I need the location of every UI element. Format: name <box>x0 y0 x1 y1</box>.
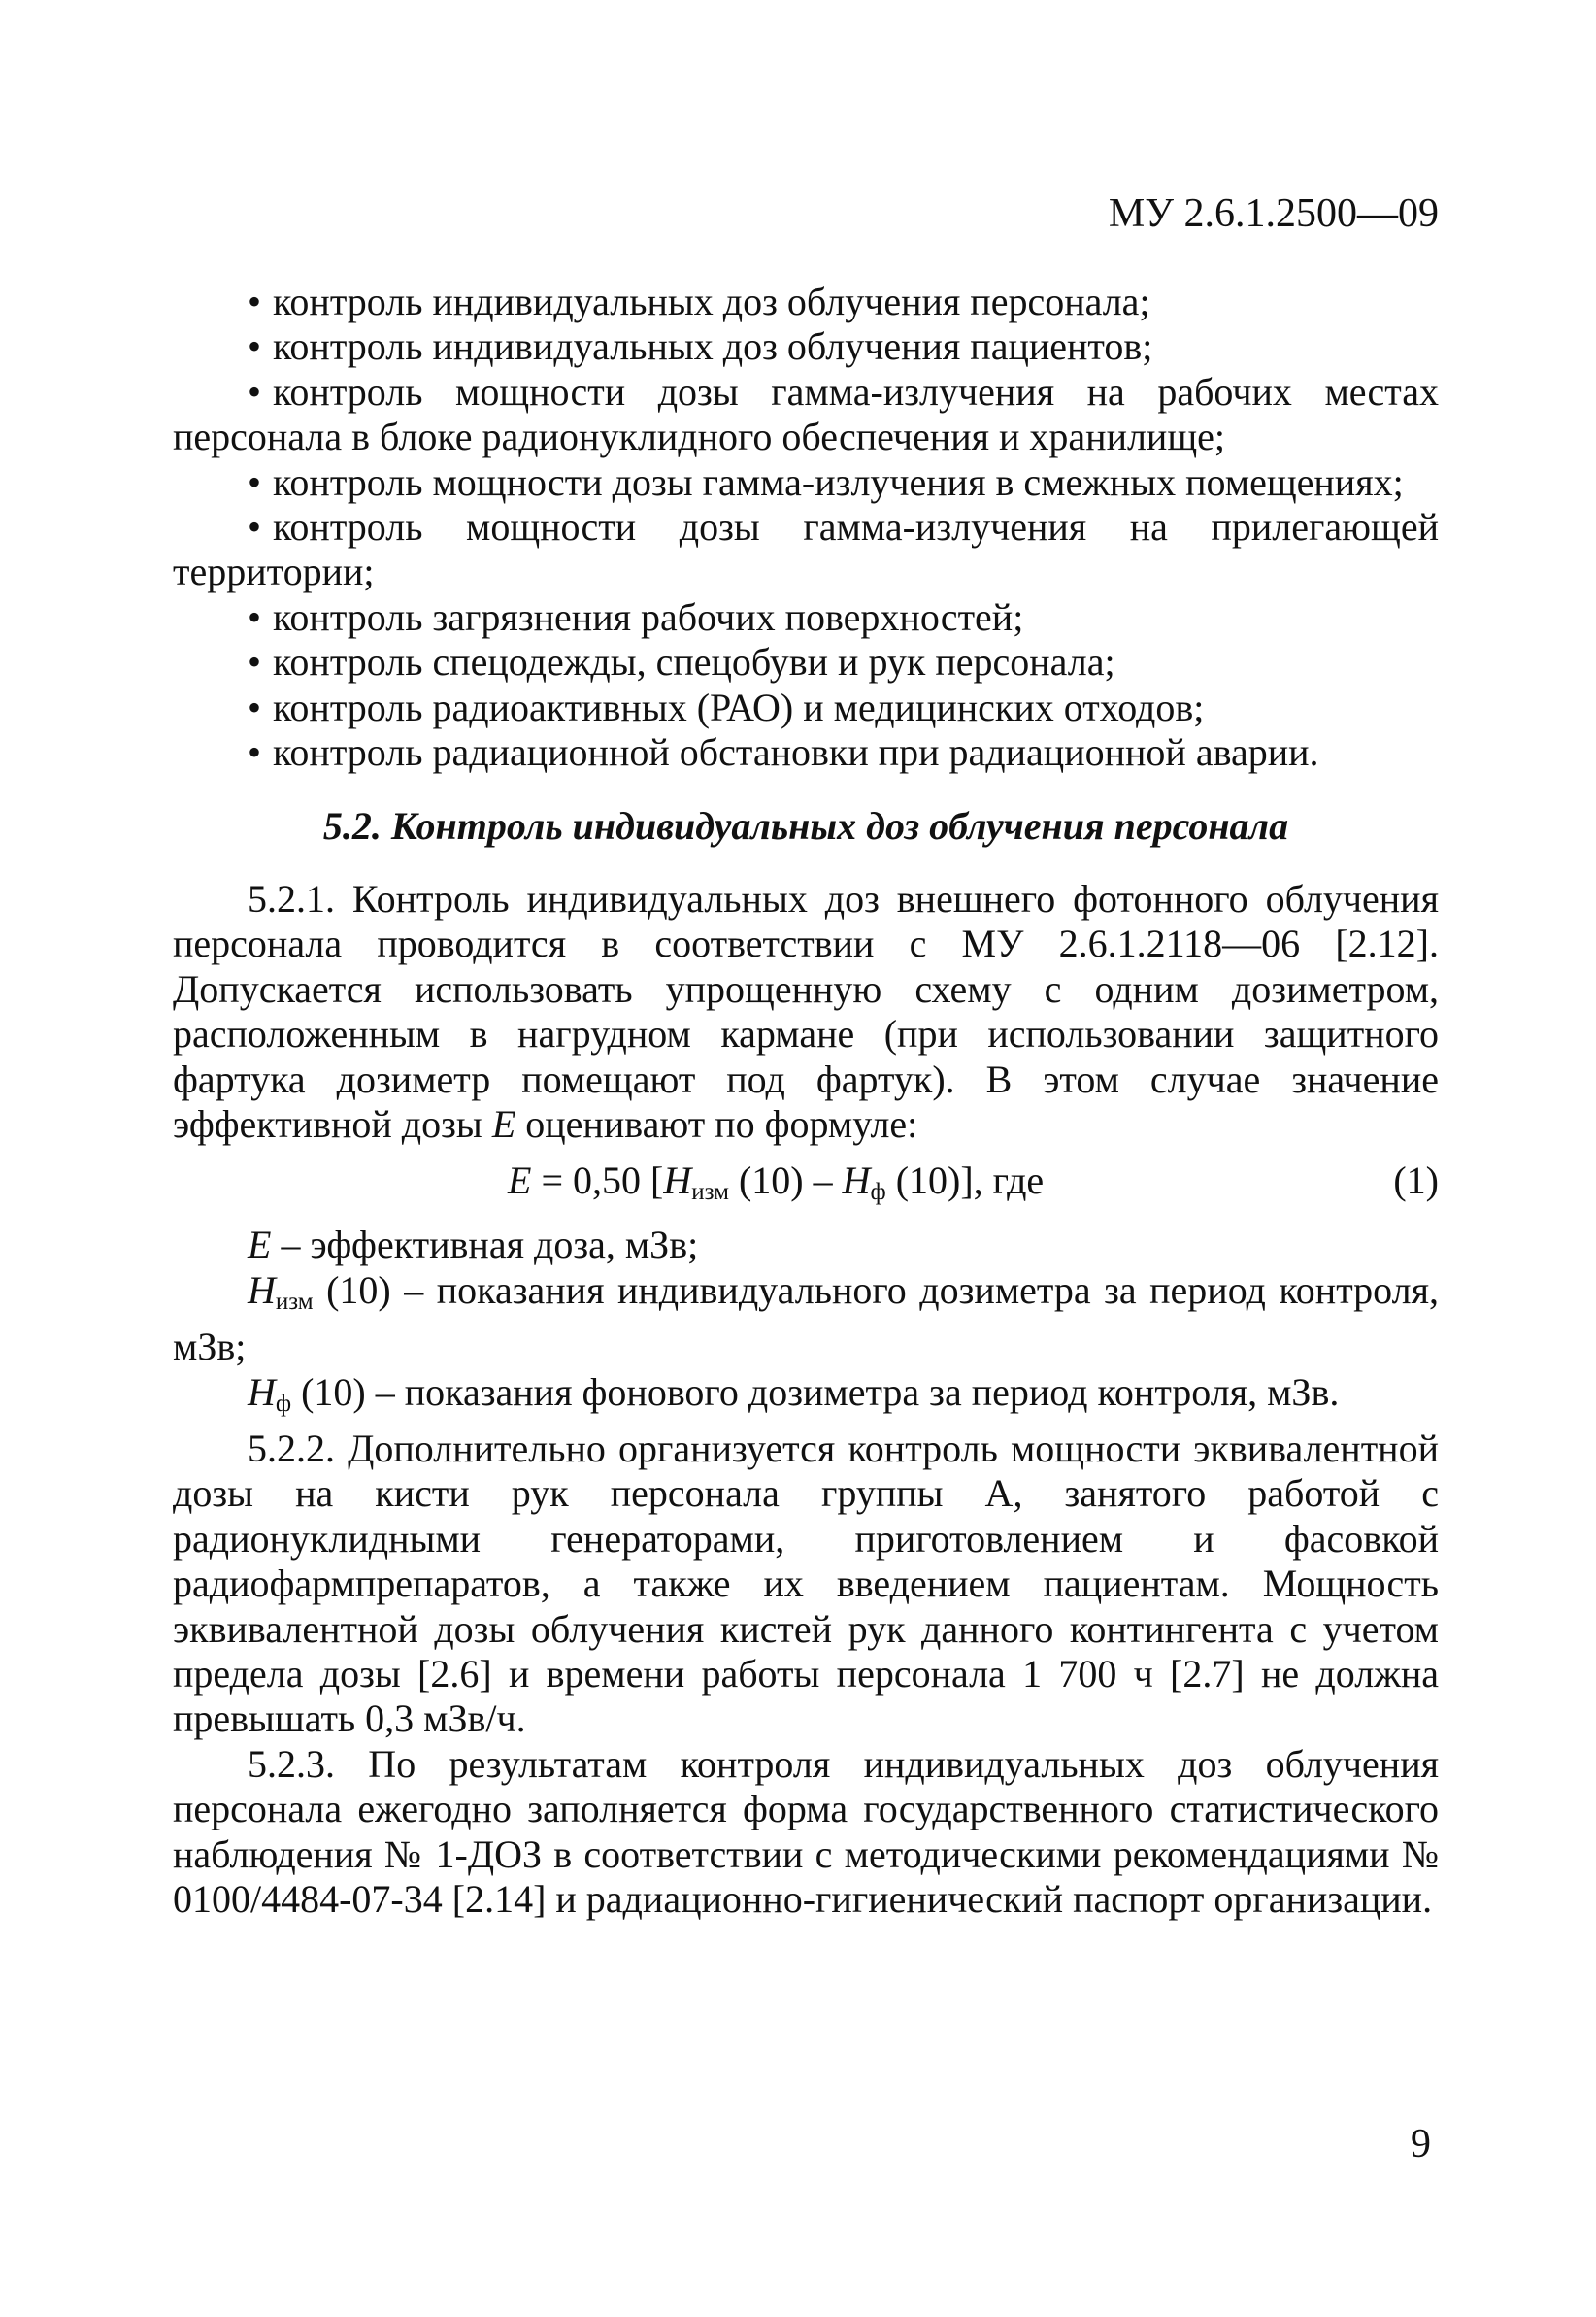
bullet-icon: • <box>248 369 262 414</box>
formula-h-bg: H <box>842 1158 871 1203</box>
variable-e: E <box>491 1101 516 1146</box>
bullet-icon: • <box>248 685 262 729</box>
formula-h-meas-sub: изм <box>691 1179 729 1206</box>
list-item <box>173 505 1439 595</box>
list-item-text: контроль индивидуальных доз облучения пациентов; <box>273 324 1153 369</box>
definition-h-bg <box>173 1370 1439 1427</box>
document-code: МУ 2.6.1.2500—09 <box>1108 191 1439 236</box>
list-item-text: контроль индивидуальных доз облучения персонала; <box>273 280 1150 323</box>
list-item <box>173 324 1439 369</box>
formula-line <box>173 1155 1439 1213</box>
definition-symbol: H <box>248 1369 276 1414</box>
definition-symbol: E <box>248 1223 272 1267</box>
paragraph-text: 5.2.1. Контроль индивидуальных доз внешнего фотонного облучения персонала проводится в соответствии с МУ 2.6.1.2118—06 [2.12]. Допускается использовать упрощенную схему с одним дозиметром, расположенным в нагрудном кармане (при использовании защитного фартука дозиметр помещают под фартук). В этом случае значение эффективной дозы <box>173 876 1439 1146</box>
paragraph-5-2-1 <box>173 877 1439 1147</box>
list-item <box>173 730 1439 775</box>
bullet-icon: • <box>248 594 262 639</box>
section-heading: 5.2. Контроль индивидуальных доз облучения персонала <box>322 804 1289 849</box>
list-item-text: контроль загрязнения рабочих поверхностей; <box>273 594 1024 639</box>
formula-h-meas-arg: (10) – <box>728 1158 843 1203</box>
formula-h-bg-sub: ф <box>870 1179 886 1206</box>
bullet-icon: • <box>248 459 262 504</box>
definition-e <box>173 1223 1439 1267</box>
definition-subscript: ф <box>275 1390 292 1417</box>
formula-lhs: E <box>508 1158 532 1203</box>
list-item-text: контроль спецодежды, спецобуви и рук персонала; <box>273 640 1115 685</box>
list-item <box>173 640 1439 685</box>
list-item-text: контроль радиоактивных (РАО) и медицинских отходов; <box>273 685 1205 729</box>
list-item <box>173 280 1439 324</box>
list-item <box>173 595 1439 640</box>
definition-subscript: изм <box>275 1288 314 1315</box>
formula-eq: = 0,50 [ <box>531 1158 664 1203</box>
formula-number: (1) <box>1393 1158 1439 1203</box>
bullet-icon: • <box>248 640 262 685</box>
list-item <box>173 686 1439 730</box>
definition-h-meas <box>173 1268 1439 1370</box>
formula-h-bg-arg: (10)], где <box>885 1158 1045 1203</box>
paragraph-text-tail: оценивают по формуле: <box>525 1101 918 1146</box>
list-item-text: контроль мощности дозы гамма-излучения на рабочих местах персонала в блоке радионуклидного обеспечения и хранилище; <box>173 369 1439 459</box>
definition-text: (10) – показания индивидуального дозиметра за период контроля, мЗв; <box>173 1267 1439 1369</box>
formula-h-meas: H <box>663 1158 692 1203</box>
monitoring-list <box>173 280 1439 775</box>
list-item-text: контроль мощности дозы гамма-излучения на прилегающей территории; <box>173 505 1439 594</box>
list-item-text: контроль мощности дозы гамма-излучения в смежных помещениях; <box>273 459 1404 504</box>
bullet-icon: • <box>248 324 262 369</box>
bullet-icon: • <box>248 730 262 775</box>
definition-symbol: H <box>248 1267 276 1312</box>
bullet-icon: • <box>248 505 262 550</box>
paragraph-5-2-2: 5.2.2. Дополнительно организуется контроль мощности эквивалентной дозы на кисти рук персонала группы А, занятого работой с радионуклидными генераторами, приготовлением и фасовкой радиофармпрепаратов, а также их введением пациентам. Мощность эквивалентной дозы облучения кистей рук данного контингента с учетом предела дозы [2.6] и времени работы персонала 1 700 ч [2.7] не должна превышать 0,3 мЗв/ч. <box>173 1426 1439 1741</box>
list-item-text: контроль радиационной обстановки при радиационной аварии. <box>273 730 1319 775</box>
paragraph-5-2-3: 5.2.3. По результатам контроля индивидуальных доз облучения персонала ежегодно заполняется форма государственного статистического наблюдения № 1-ДОЗ в соответствии с методическими рекомендациями № 0100/4484-07-34 [2.14] и радиационно-гигиенический паспорт организации. <box>173 1741 1439 1921</box>
definition-text: (10) – показания фонового дозиметра за период контроля, мЗв. <box>291 1369 1340 1414</box>
list-item <box>173 460 1439 505</box>
definition-text: – эффективная доза, мЗв; <box>271 1223 699 1267</box>
formula <box>508 1158 1044 1215</box>
page-number: 9 <box>1411 2122 1431 2166</box>
list-item <box>173 370 1439 460</box>
bullet-icon: • <box>248 280 262 323</box>
page-body <box>173 185 1439 1922</box>
